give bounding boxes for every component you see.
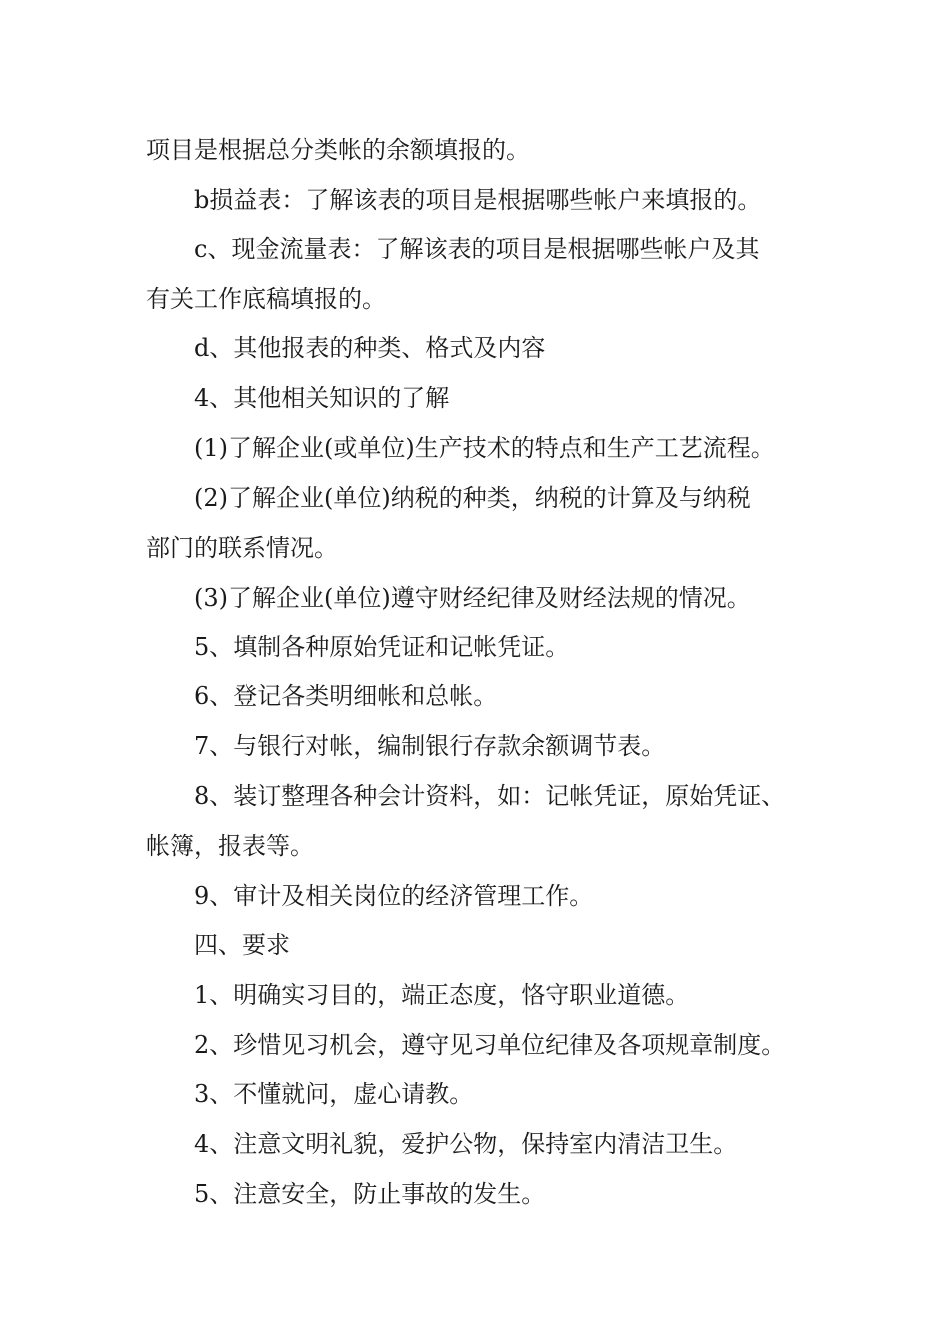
- text-line: 2、珍惜见习机会，遵守见习单位纪律及各项规章制度。: [194, 1031, 786, 1059]
- text-line: 四、要求: [194, 931, 290, 959]
- text-line: b损益表：了解该表的项目是根据哪些帐户来填报的。: [194, 186, 762, 214]
- text-line: 3、不懂就问，虚心请教。: [194, 1080, 474, 1108]
- text-line: (3)了解企业(单位)遵守财经纪律及财经法规的情况。: [194, 584, 751, 612]
- text-line: 4、注意文明礼貌，爱护公物，保持室内清洁卫生。: [194, 1130, 738, 1158]
- text-line: (1)了解企业(或单位)生产技术的特点和生产工艺流程。: [194, 434, 775, 462]
- text-line: c、现金流量表：了解该表的项目是根据哪些帐户及其: [194, 235, 760, 263]
- text-line: 9、审计及相关岗位的经济管理工作。: [194, 882, 594, 910]
- text-line: 5、注意安全，防止事故的发生。: [194, 1180, 546, 1208]
- text-line: 有关工作底稿填报的。: [146, 285, 386, 313]
- text-line: 5、填制各种原始凭证和记帐凭证。: [194, 633, 570, 661]
- text-line: 4、其他相关知识的了解: [194, 384, 450, 412]
- text-line: d、其他报表的种类、格式及内容: [194, 334, 546, 362]
- text-line: 部门的联系情况。: [146, 534, 338, 562]
- text-line: 项目是根据总分类帐的余额填报的。: [146, 136, 530, 164]
- text-line: (2)了解企业(单位)纳税的种类，纳税的计算及与纳税: [194, 484, 751, 512]
- text-line: 8、装订整理各种会计资料，如：记帐凭证，原始凭证、: [194, 782, 786, 810]
- text-line: 帐簿，报表等。: [146, 832, 314, 860]
- text-line: 6、登记各类明细帐和总帐。: [194, 682, 498, 710]
- text-line: 1、明确实习目的，端正态度，恪守职业道德。: [194, 981, 690, 1009]
- text-line: 7、与银行对帐，编制银行存款余额调节表。: [194, 732, 666, 760]
